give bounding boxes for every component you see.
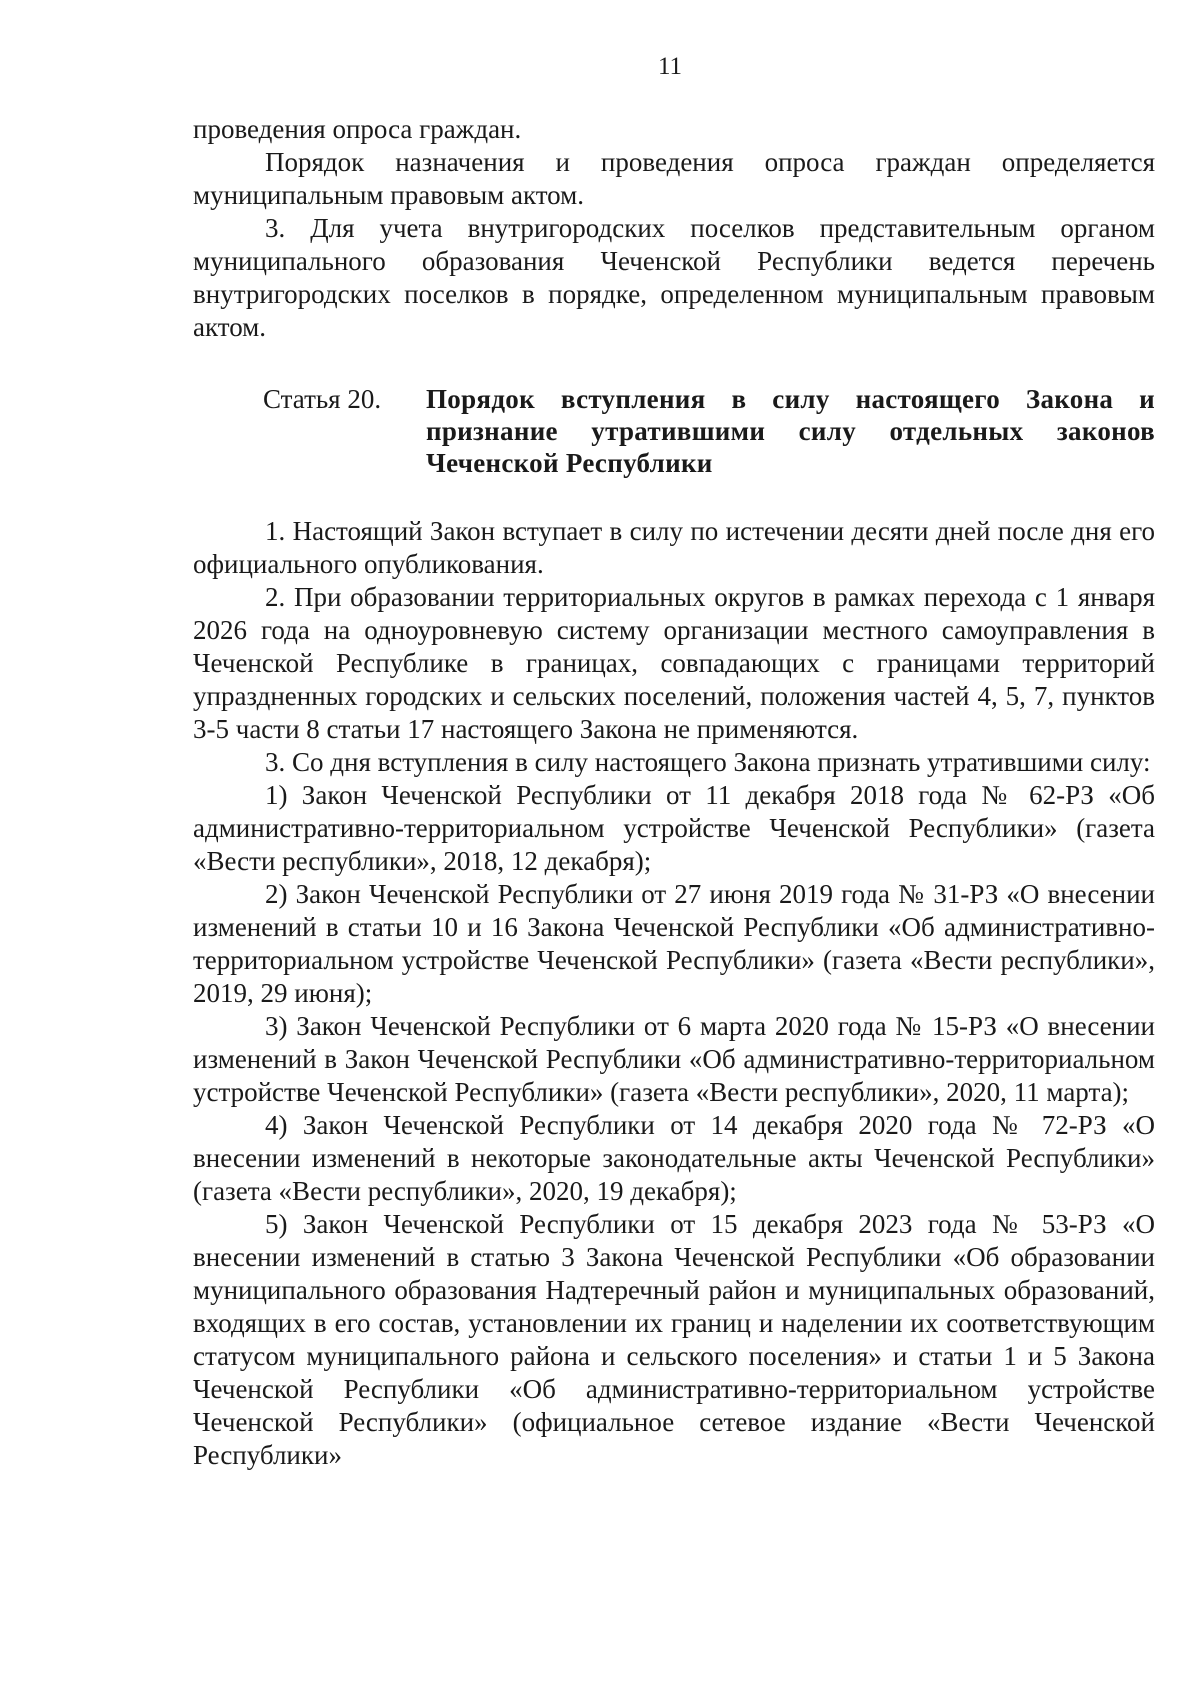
article-heading — [193, 383, 1155, 479]
list-item-repealed-law-3: 3) Закон Чеченской Республики от 6 марта 2020 года № 15-РЗ «О внесении изменений в Закон Чеченской Республики «Об административно-территориальном устройстве Чеченской Республики» (газета «Вести республики», 2020, 11 марта); — [193, 1011, 1155, 1107]
spacer — [193, 479, 1155, 515]
paragraph-survey-procedure: Порядок назначения и проведения опроса граждан определяется муниципальным правовым актом. — [193, 147, 1155, 210]
article-label: Статья 20. — [263, 384, 382, 414]
list-item-repealed-law-2: 2) Закон Чеченской Республики от 27 июня 2019 года № 31-РЗ «О внесении изменений в статьи 10 и 16 Закона Чеченской Республики «Об административно-территориальном устройстве Чеченской Республики» (газета «Вести республики», 2019, 29 июня); — [193, 879, 1155, 1008]
document-body — [193, 113, 1155, 1472]
paragraph-item-3-repeal: 3. Со дня вступления в силу настоящего Закона признать утратившими силу: — [265, 747, 1151, 777]
page-number: 11 — [657, 53, 683, 80]
paragraph-item-3-settlements: 3. Для учета внутригородских поселков представительным органом муниципального образования Чеченской Республики ведется перечень внутригородских поселков в порядке, определенном муниципальным правовым актом. — [193, 213, 1155, 342]
paragraph-continuation: проведения опроса граждан. — [193, 114, 522, 144]
article-title: Порядок вступления в силу настоящего Закона и признание утратившими силу отдельных законов Чеченской Республики — [426, 384, 1155, 478]
paragraph-item-2-territorial-districts: 2. При образовании территориальных округов в рамках перехода с 1 января 2026 года на одноуровневую систему организации местного самоуправления в Чеченской Республике в границах, совпадающих с границами территорий упраздненных городских и сельских поселений, положения частей 4, 5, 7, пунктов 3-5 части 8 статьи 17 настоящего Закона не применяются. — [193, 582, 1155, 744]
list-item-repealed-law-1: 1) Закон Чеченской Республики от 11 декабря 2018 года № 62-РЗ «Об административно-территориальном устройстве Чеченской Республики» (газета «Вести республики», 2018, 12 декабря); — [193, 780, 1155, 876]
list-item-repealed-law-5: 5) Закон Чеченской Республики от 15 декабря 2023 года № 53-РЗ «О внесении изменений в статью 3 Закона Чеченской Республики «Об образовании муниципального образования Надтеречный район и муниципальных образований, входящих в его состав, установлении их границ и наделении их соответствующим статусом муниципального района и сельского поселения» и статьи 1 и 5 Закона Чеченской Республики «Об административно-территориальном устройстве Чеченской Республики» (официальное сетевое издание «Вести Чеченской Республики» — [193, 1209, 1155, 1470]
spacer — [193, 344, 1155, 383]
paragraph-item-1-entry-into-force: 1. Настоящий Закон вступает в силу по истечении десяти дней после дня его официального опубликования. — [193, 516, 1155, 579]
list-item-repealed-law-4: 4) Закон Чеченской Республики от 14 декабря 2020 года № 72-РЗ «О внесении изменений в некоторые законодательные акты Чеченской Республики» (газета «Вести республики», 2020, 19 декабря); — [193, 1110, 1155, 1206]
